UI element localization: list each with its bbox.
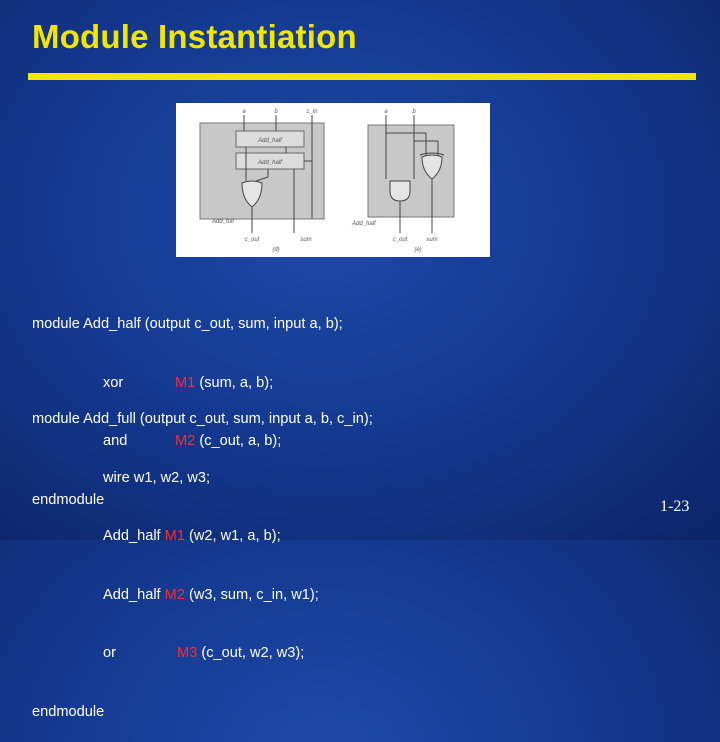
- label-cin: c_in: [306, 109, 318, 115]
- port-list: (w2, w1, a, b);: [184, 528, 281, 544]
- circuit-diagram: [176, 103, 490, 257]
- instance-name: M1: [175, 374, 196, 391]
- wire-declaration: wire w1, w2, w3;: [103, 469, 211, 486]
- label-a-e: a: [384, 109, 388, 115]
- code-line: [32, 315, 343, 335]
- code-line: [32, 586, 373, 606]
- label-cout-e: c_out: [392, 237, 408, 243]
- code-add-full: [32, 371, 373, 742]
- instance-name: M1: [164, 528, 185, 544]
- instance-name: M2: [175, 433, 196, 449]
- code-line: [32, 644, 373, 664]
- label-b: b: [274, 109, 278, 115]
- label-b-e: b: [412, 109, 416, 115]
- module-name: Add_full: [83, 411, 136, 427]
- add-half-box: [368, 125, 454, 217]
- port-list: (output c_out, sum, input a, b);: [140, 316, 343, 332]
- port-list: (output c_out, sum, input a, b, c_in);: [135, 411, 373, 427]
- label-add-half: Add_half: [352, 221, 376, 227]
- block-1-label: Add_half: [258, 138, 282, 144]
- label-cout-d: c_out: [244, 237, 260, 243]
- module-type: Add_half: [103, 586, 165, 603]
- code-line: endmodule: [32, 491, 105, 508]
- port-list: (sum, a, b);: [195, 374, 274, 391]
- keyword-module: module: [32, 411, 84, 427]
- gate-or: or: [103, 645, 116, 661]
- circuit-figure: [176, 103, 490, 257]
- caption-d: (d): [272, 247, 280, 253]
- keyword-module: module: [32, 316, 84, 332]
- module-name: Add_half: [83, 316, 141, 332]
- slide-title: Module Instantiation: [32, 18, 357, 55]
- instance-name: M3: [177, 645, 198, 661]
- caption-e: (e): [414, 247, 422, 253]
- gate-and: and: [103, 433, 128, 449]
- code-line: endmodule: [32, 703, 105, 720]
- gate-xor: xor: [103, 374, 124, 391]
- instance-name: M2: [164, 586, 185, 603]
- title-underline: [28, 73, 696, 80]
- label-add-full: Add_full: [212, 219, 234, 225]
- code-line: [32, 527, 373, 547]
- port-list: (w3, sum, c_in, w1);: [184, 586, 319, 603]
- label-sum-e: sum: [426, 237, 438, 243]
- label-a: a: [242, 109, 246, 115]
- and-gate: [390, 181, 410, 201]
- label-sum-d: sum: [300, 237, 312, 243]
- block-2-label: Add_half: [258, 160, 282, 166]
- code-line: [32, 469, 373, 489]
- module-type: Add_half: [103, 528, 165, 544]
- code-line: [32, 410, 373, 430]
- page-number: 1-23: [660, 498, 690, 515]
- port-list: (c_out, w2, w3);: [197, 645, 305, 661]
- port-list: (c_out, a, b);: [195, 433, 282, 449]
